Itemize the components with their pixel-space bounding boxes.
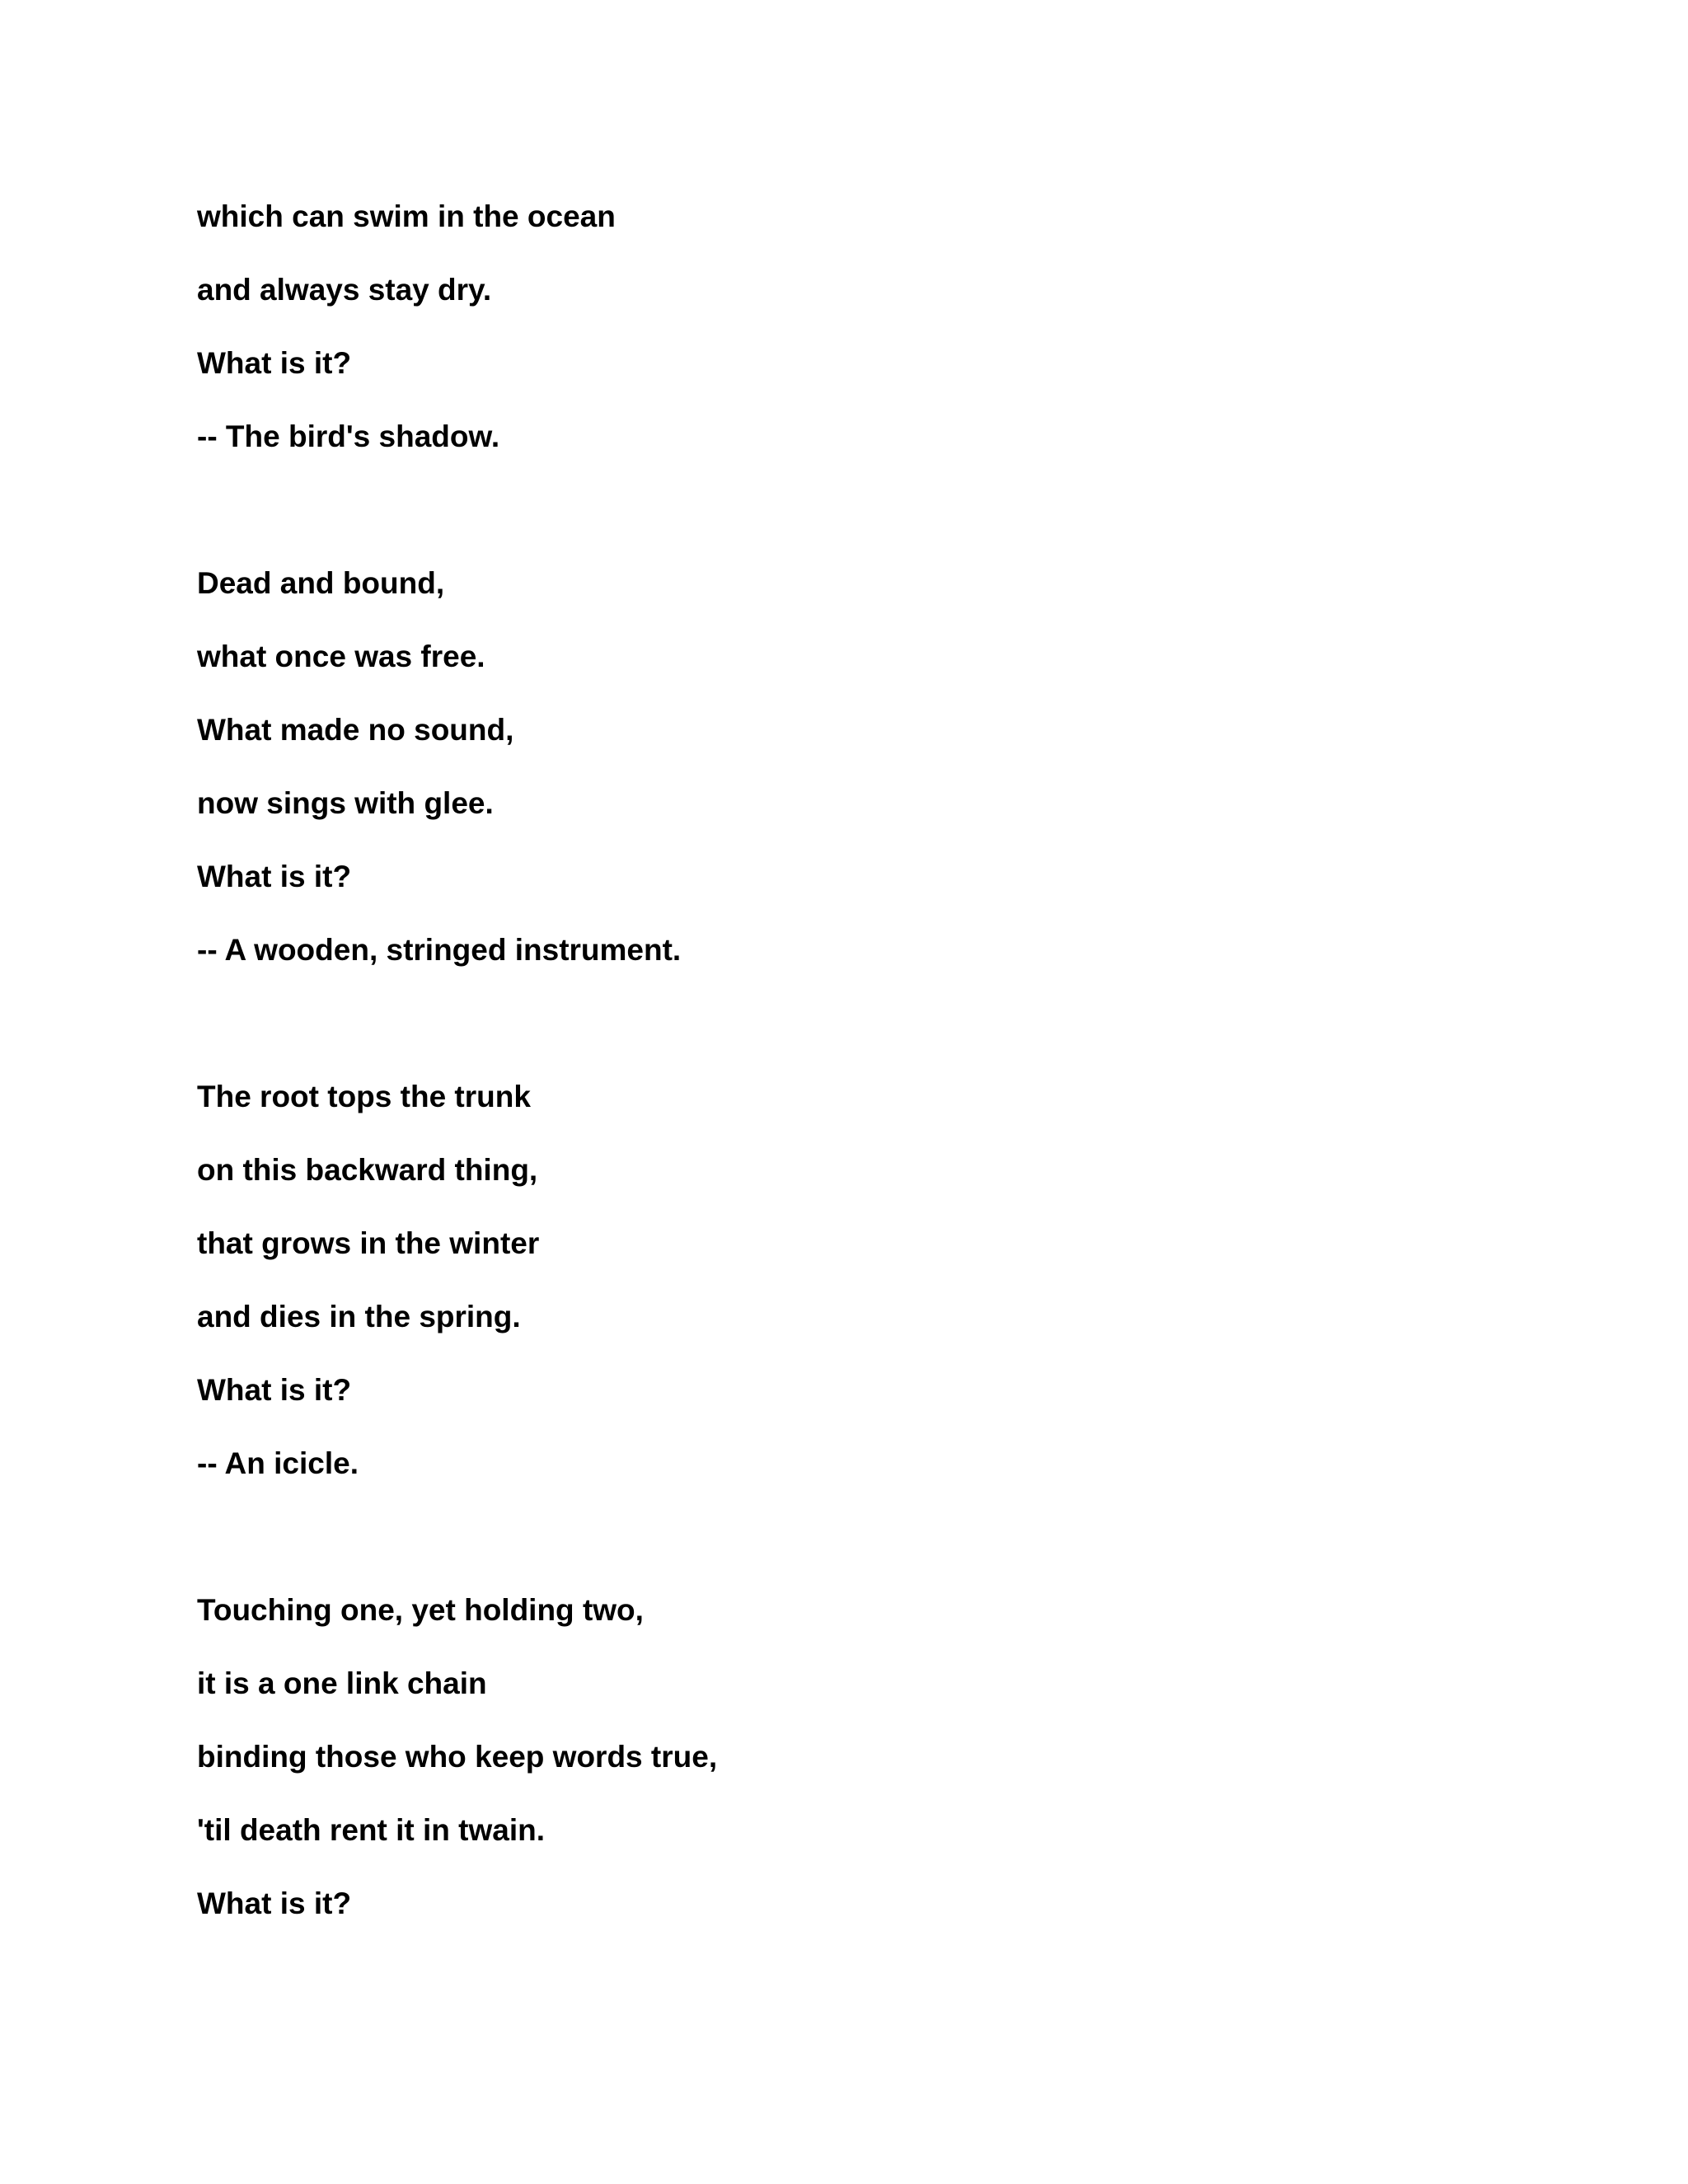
riddle-line: The root tops the trunk (197, 1080, 531, 1113)
riddle-answer: -- An icicle. (197, 1446, 359, 1480)
riddle-question: What is it? (197, 346, 352, 380)
riddle-question: What is it? (197, 1373, 352, 1407)
riddle-line: 'til death rent it in twain. (197, 1813, 545, 1847)
riddle-line: and always stay dry. (197, 273, 492, 307)
riddle-line: Touching one, yet holding two, (197, 1593, 644, 1627)
riddle-line: that grows in the winter (197, 1226, 540, 1260)
riddle-line: binding those who keep words true, (197, 1740, 718, 1774)
riddle-line: What made no sound, (197, 713, 514, 747)
riddle-line: on this backward thing, (197, 1153, 538, 1187)
riddle-question: What is it? (197, 860, 352, 893)
riddle-answer: -- A wooden, stringed instrument. (197, 933, 682, 967)
riddle-question: What is it? (197, 1886, 352, 1920)
riddle-line: it is a one link chain (197, 1666, 487, 1700)
riddle-line: and dies in the spring. (197, 1300, 521, 1333)
riddle-line: which can swim in the ocean (197, 199, 616, 233)
riddle-line: Dead and bound, (197, 566, 445, 600)
riddle-line: what once was free. (197, 640, 485, 673)
riddle-line: now sings with glee. (197, 786, 494, 820)
riddle-answer: -- The bird's shadow. (197, 419, 500, 453)
